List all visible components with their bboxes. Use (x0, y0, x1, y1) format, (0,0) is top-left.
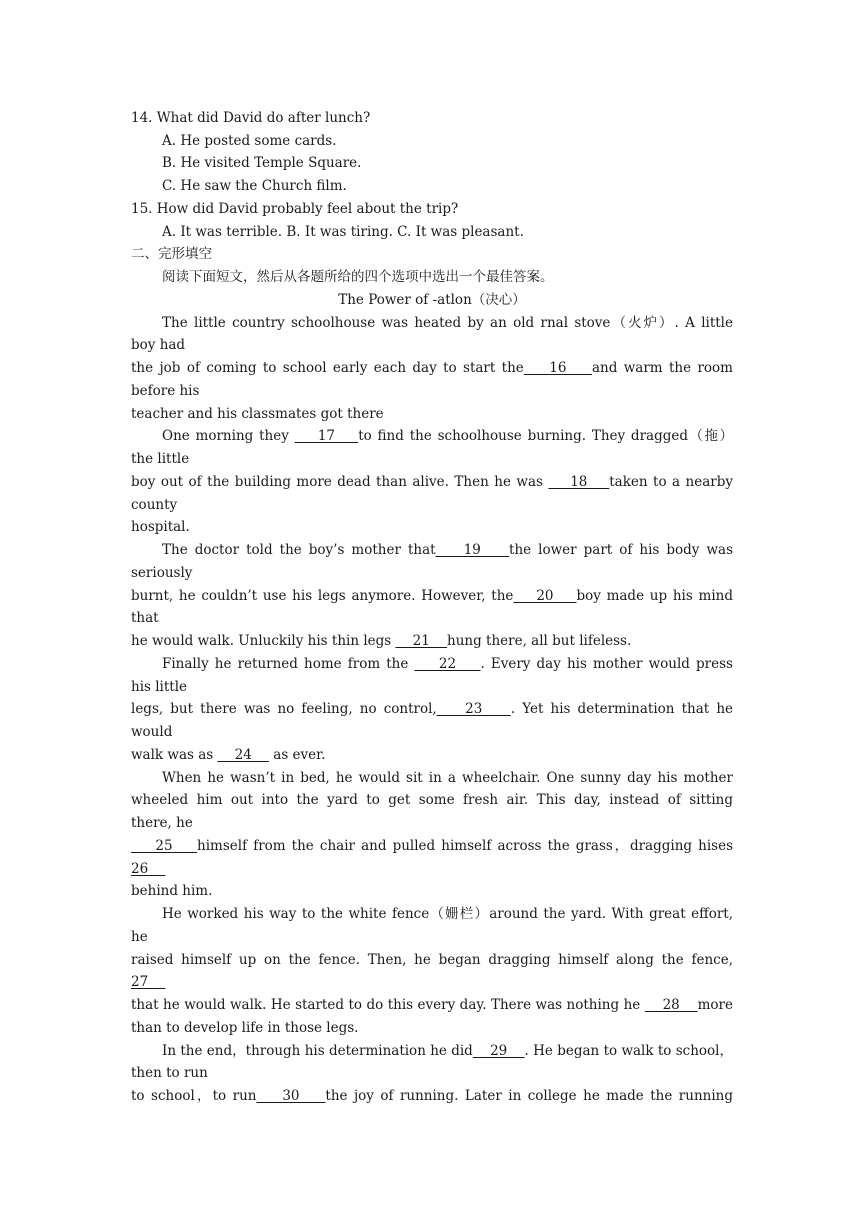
passage-text: the lower part of his body was (509, 542, 733, 558)
question-15-options: A. It was terrible. B. It was tiring. C. It was pleasant. (162, 224, 524, 240)
passage-line (131, 699, 733, 719)
passage-line: then to run (131, 1065, 208, 1081)
blank-27: 27 (131, 974, 166, 990)
passage-line: than to develop life in those legs. (131, 1020, 359, 1036)
passage-line (131, 358, 733, 378)
passage-line: boy had (131, 337, 186, 353)
passage-text: himself from the chair and pulled himself across the grass，dragging hises (197, 838, 733, 854)
blank-26: 26 (131, 861, 166, 877)
passage-line (162, 654, 733, 674)
question-14-option-a: A. He posted some cards. (162, 133, 337, 149)
passage-line: teacher and his classmates got there (131, 406, 384, 422)
blank-17: 17 (294, 428, 359, 444)
passage-text: hung there, all but lifeless. (447, 633, 632, 649)
passage-text: as ever. (269, 747, 326, 763)
passage-line: raised himself up on the fence. Then, he began dragging himself along the fence, (131, 952, 733, 968)
passage-text: In the end，through his determination he did (162, 1043, 473, 1059)
passage-line: would (131, 724, 173, 740)
passage-line (131, 836, 733, 856)
blank-22: 22 (414, 656, 481, 672)
passage-title: The Power of -atlon（决心） (338, 292, 526, 308)
question-14-option-c: C. He saw the Church film. (162, 178, 347, 194)
passage-text: to find the schoolhouse burning. They dragged（拖） (358, 428, 734, 444)
blank-20: 20 (513, 588, 577, 604)
passage-line (131, 859, 733, 879)
blank-16: 16 (523, 360, 592, 376)
section-instruction: 阅读下面短文，然后从各题所给的四个选项中选出一个最佳答案。 (162, 269, 554, 285)
passage-line (131, 995, 733, 1015)
passage-text: . Yet his determination that he (510, 701, 733, 717)
question-15-stem: 15. How did David probably feel about the trip? (131, 201, 459, 217)
passage-line: there, he (131, 815, 193, 831)
passage-text: he would walk. Unluckily his thin legs (131, 633, 396, 649)
blank-25: 25 (131, 838, 198, 854)
passage-line (162, 1041, 733, 1061)
passage-text: to school，to run (131, 1088, 257, 1104)
passage-line (131, 472, 733, 492)
blank-19: 19 (435, 542, 510, 558)
passage-text: boy out of the building more dead than alive. Then he was (131, 474, 549, 490)
passage-line: before his (131, 383, 200, 399)
passage-text: One morning they (162, 428, 295, 444)
passage-line: he (131, 929, 148, 945)
passage-line: the little (131, 451, 190, 467)
question-14-option-b: B. He visited Temple Square. (162, 155, 362, 171)
section-heading: 二、完形填空 (131, 246, 212, 262)
blank-28: 28 (644, 997, 698, 1013)
passage-text: the joy of running. Later in college he made the running (325, 1088, 733, 1104)
passage-line (131, 631, 733, 651)
question-14-stem: 14. What did David do after lunch? (131, 110, 371, 126)
passage-text: boy made up his mind (576, 588, 733, 604)
blank-21: 21 (395, 633, 448, 649)
passage-line: wheeled him out into the yard to get some fresh air. This day, instead of sitting (131, 792, 733, 808)
blank-24: 24 (217, 747, 269, 763)
passage-text: walk was as (131, 747, 218, 763)
blank-30: 30 (256, 1088, 326, 1104)
passage-line: his little (131, 679, 188, 695)
blank-29: 29 (472, 1043, 525, 1059)
passage-text: that he would walk. He started to do this every day. There was nothing he (131, 997, 645, 1013)
passage-text: . He began to walk to school， (524, 1043, 734, 1059)
passage-text: burnt, he couldn’t use his legs anymore. However, the (131, 588, 514, 604)
passage-line (162, 540, 733, 560)
passage-text: taken to a nearby (609, 474, 733, 490)
passage-text: . Every day his mother would press (480, 656, 733, 672)
passage-line: When he wasn’t in bed, he would sit in a wheelchair. One sunny day his mother (162, 770, 733, 786)
passage-line (131, 972, 733, 992)
passage-text: more (697, 997, 733, 1013)
passage-line (131, 1086, 733, 1106)
blank-18: 18 (548, 474, 610, 490)
passage-line (162, 426, 733, 446)
passage-line (131, 586, 733, 606)
passage-text: legs, but there was no feeling, no control, (131, 701, 437, 717)
passage-line: county (131, 497, 178, 513)
passage-line: behind him. (131, 883, 213, 899)
passage-text: The doctor told the boy’s mother that (162, 542, 436, 558)
blank-23: 23 (436, 701, 511, 717)
passage-line: He worked his way to the white fence（姗栏）around the yard. With great effort, (162, 906, 733, 922)
passage-line: seriously (131, 565, 193, 581)
passage-text: Finally he returned home from the (162, 656, 415, 672)
passage-line: that (131, 610, 159, 626)
passage-text: the job of coming to school early each day to start the (131, 360, 524, 376)
passage-text: and warm the room (591, 360, 733, 376)
passage-line (131, 745, 733, 765)
passage-line: hospital. (131, 519, 190, 535)
passage-line: The little country schoolhouse was heated by an old rnal stove（火炉）. A little (162, 315, 733, 331)
